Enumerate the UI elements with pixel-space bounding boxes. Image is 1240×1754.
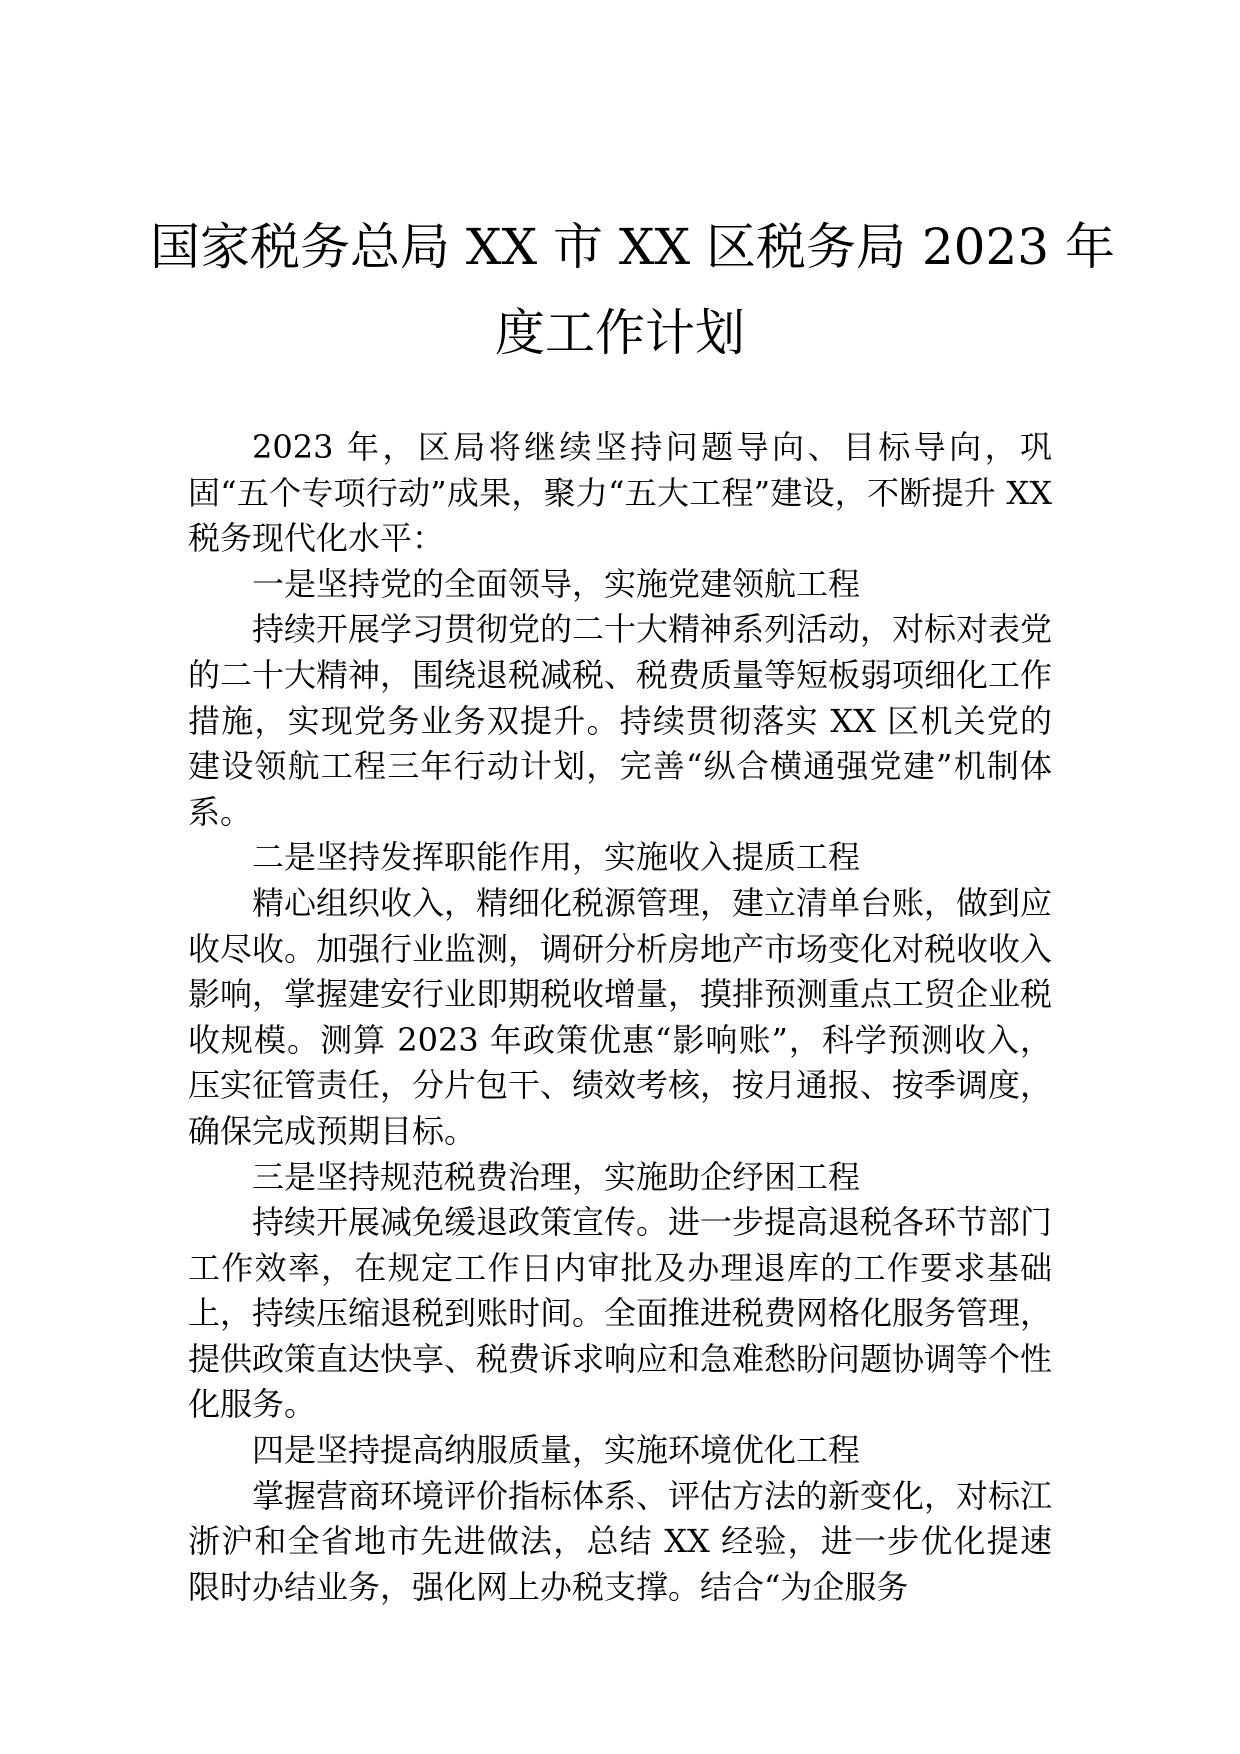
document-title-line-2: 度工作计划 (495, 304, 745, 362)
intro-paragraph: 2023 年，区局将继续坚持问题导向、目标导向，巩固“五个专项行动”成果，聚力“五大工程”建设，不断提升 XX 税务现代化水平： (188, 428, 1052, 558)
section-paragraph-4: 掌握营商环境评价指标体系、评估方法的新变化，对标江浙沪和全省地市先进做法，总结 XX 经验，进一步优化提速限时办结业务，强化网上办税支撑。结合“为企服务 (188, 1476, 1053, 1606)
section-paragraph-2: 精心组织收入，精细化税源管理，建立清单台账，做到应收尽收。加强行业监测，调研分析房地产市场变化对税收收入影响，掌握建安行业即期税收增量，摸排预测重点工贸企业税收规模。测算 2023 年政策优惠“影响账”，科学预测收入，压实征管责任，分片包干、绩效考核，按月通报、按季调度，确保完成预期目标。 (188, 883, 1053, 1150)
section-paragraph-1: 持续开展学习贯彻党的二十大精神系列活动，对标对表党的二十大精神，围绕退税减税、税费质量等短板弱项细化工作措施，实现党务业务双提升。持续贯彻落实 XX 区机关党的建设领航工程三年行动计划，完善“纵合横通强党建”机制体系。 (188, 610, 1053, 831)
section-heading-4: 四是坚持提高纳服质量，实施环境优化工程 (252, 1431, 861, 1470)
section-heading-1: 一是坚持党的全面领导，实施党建领航工程 (252, 564, 861, 603)
section-paragraph-3: 持续开展减免缓退政策宣传。进一步提高退税各环节部门工作效率，在规定工作日内审批及办理退库的工作要求基础上，持续压缩退税到账时间。全面推进税费网格化服务管理，提供政策直达快享、税费诉求响应和急难愁盼问题协调等个性化服务。 (188, 1203, 1053, 1424)
document-title-line-1: 国家税务总局 XX 市 XX 区税务局 2023 年 (150, 218, 1115, 276)
section-heading-2: 二是坚持发挥职能作用，实施收入提质工程 (252, 838, 861, 877)
section-heading-3: 三是坚持规范税费治理，实施助企纾困工程 (252, 1157, 861, 1196)
document-body (188, 425, 1052, 1610)
